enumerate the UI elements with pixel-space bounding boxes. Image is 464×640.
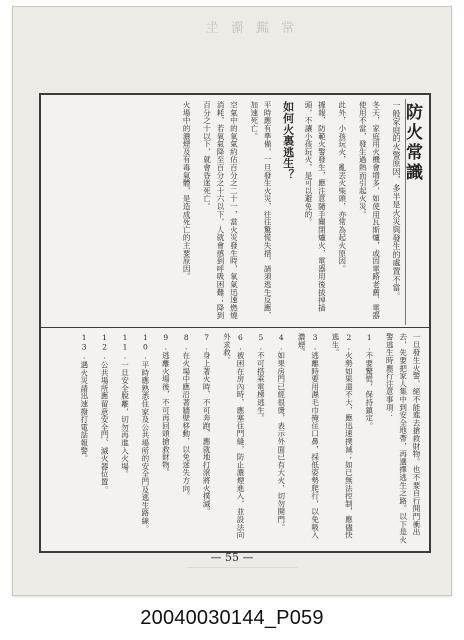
bottom-section [47, 333, 423, 545]
paragraph: 冬天，家庭用火機會增多，如使用瓦斯爐，或因電路老舊、電器使用不當，發生過熱而引起火災。 [358, 101, 381, 320]
list-item: 5.不可搭乘電梯逃生。 [256, 333, 266, 422]
document-page [12, 6, 452, 596]
paragraph: 火場中的濃煙及有毒氣體，是造成死亡的主要原因。 [182, 101, 192, 281]
list-item: 11.一旦安全脫離，切勿再進入火場。 [120, 333, 130, 478]
top-section [47, 101, 403, 323]
list-item: 8.在火場中應沿著牆壁移動，以免迷失方向。 [181, 333, 191, 500]
paragraph: 一般家庭的火警原因，多半是火災與發生的處置不當。 [392, 101, 401, 301]
archive-caption: 20040030144_P059 [140, 607, 324, 629]
paragraph: 平時應有準備，一旦發生火災，往往驚慌失措，請須逃生反應，加速死亡。 [249, 101, 273, 320]
article-title: 防火常識 [402, 103, 422, 183]
list-item: 12.公共場所應留意安全門、滅火器位置。 [100, 333, 110, 494]
list-item: 7.身上著火時，不可奔跑，應就地打滾將火撲滅。 [202, 333, 212, 516]
section-divider [41, 327, 429, 328]
section-heading: 如何火裏逃生？ [281, 101, 295, 181]
list-item: 6.被困在房內時，應塞住門縫，防止濃煙進入，並設法向外求救。 [222, 333, 245, 539]
paragraph: 空氣中的氧氣約佔百分之二十一，當火災發生時，氧氣迅速燃燒消耗，若氧氣降至百分之十六以下，人就會感到呼吸困難；降到百分之十以下，就會昏迷死亡。 [202, 101, 239, 320]
bleed-through-footer [188, 567, 298, 582]
paragraph: 據報，防範火警發生，應注意隨手關閉爐火，電器用後拔掉插頭，不讓小孩玩火，是可以避免的。 [303, 101, 327, 312]
list-item: 10.平時應熟悉住家及公共場所的安全門及逃生路線。 [140, 333, 150, 533]
list-item: 4.如果房門已經很燙，表示外面已有大火，切勿開門。 [276, 333, 286, 531]
list-item: 9.逃離火場後，不可再回頭搶救財物。 [161, 333, 171, 477]
article-frame [39, 93, 431, 553]
list-item: 13.遇火災請迅速撥打電話報警。 [79, 333, 89, 463]
list-item: 3.逃離時要用濕毛巾掩住口鼻，採低姿勢爬行，以免吸入濃煙。 [297, 333, 320, 539]
paragraph: 此外，小孩玩火，亂丟火柴頭，亦常為起火原因。 [337, 101, 347, 273]
list-item: 1.不要驚慌，保持鎮定。 [364, 333, 374, 430]
list-item: 2.火勢如果還不大，應迅速撲滅；如已無法控制，應儘快逃生。 [330, 333, 354, 539]
bleed-through-header: 常 識 衛 生 [201, 21, 295, 36]
page-number: — 55 — [210, 551, 254, 564]
title-separator [405, 99, 406, 325]
paragraph: 一旦發生火警，絕不能進去搶救財物。也不要自行開門衝出去，先要把家人集中到安全地帶，再選擇逃生之路。以下是火警逃生時應行注意事項： [385, 333, 421, 544]
